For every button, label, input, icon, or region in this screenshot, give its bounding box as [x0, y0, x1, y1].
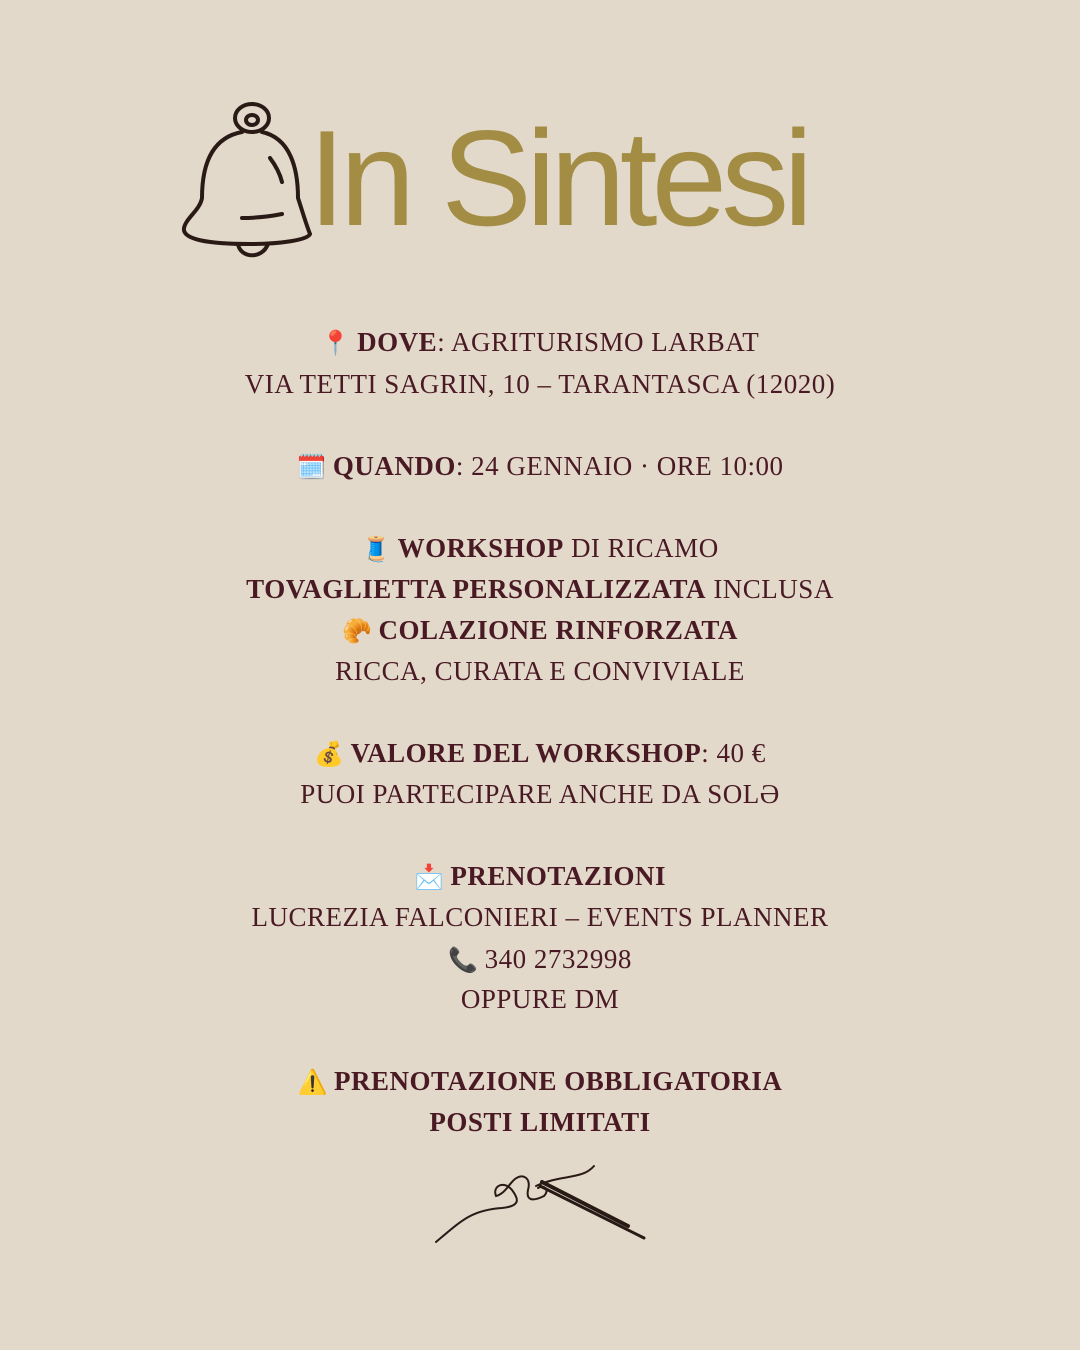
envelope-icon: 📩 [414, 865, 445, 891]
page-title: In Sintesi [308, 102, 808, 254]
phone-number[interactable]: 340 2732998 [484, 944, 632, 974]
tovaglietta-line: TOVAGLIETTA PERSONALIZZATA INCLUSA [246, 574, 834, 604]
address-line: VIA TETTI SAGRIN, 10 – TARANTASCA (12020) [244, 369, 836, 399]
valore-line: 💰 VALORE DEL WORKSHOP: 40 € [314, 738, 766, 768]
money-bag-icon: 💰 [314, 742, 345, 768]
contact-line: LUCREZIA FALCONIERI – EVENTS PLANNER [251, 902, 829, 932]
warning-icon: ⚠️ [297, 1070, 329, 1096]
colazione-desc: RICCA, CURATA E CONVIVIALE [335, 656, 745, 686]
needle-thread-icon [432, 1160, 648, 1248]
prenotazioni-line: 📩 PRENOTAZIONI [414, 861, 666, 891]
croissant-icon: 🥐 [342, 619, 373, 645]
workshop-line: 🧵 WORKSHOP DI RICAMO [361, 533, 719, 563]
avviso-line: ⚠️ PRENOTAZIONE OBBLIGATORIA [297, 1066, 783, 1096]
posti-limitati: POSTI LIMITATI [429, 1107, 651, 1137]
dove-line: 📍 DOVE: AGRITURISMO LARBAT [320, 327, 760, 357]
calendar-icon: 🗓️ [296, 455, 327, 481]
bell-icon [180, 98, 320, 266]
thread-icon: 🧵 [361, 537, 392, 563]
colazione-line: 🥐 COLAZIONE RINFORZATA [342, 615, 738, 645]
dm-line: OPPURE DM [460, 984, 620, 1014]
phone-icon: 📞 [448, 948, 479, 974]
valore-note: PUOI PARTECIPARE ANCHE DA SOLƏ [300, 779, 780, 809]
quando-line: 🗓️ QUANDO: 24 GENNAIO · ORE 10:00 [296, 451, 784, 481]
pin-icon: 📍 [320, 331, 352, 357]
phone-line [0, 939, 1080, 981]
